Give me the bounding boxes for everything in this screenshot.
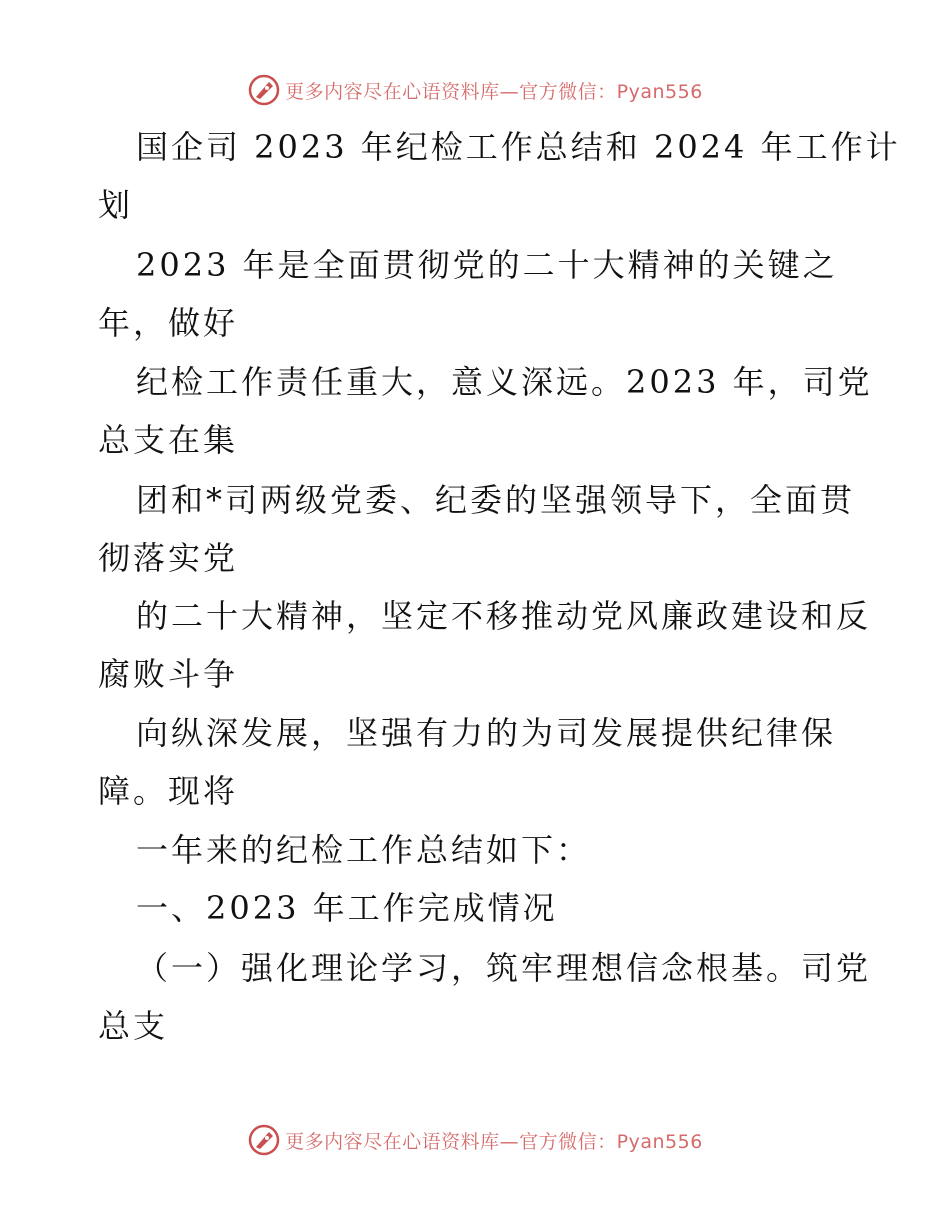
watermark-text: 更多内容尽在心语资料库—官方微信：Pyan556 <box>285 80 703 103</box>
text-line: 总支在集 <box>98 421 239 459</box>
text-line: （一）强化理论学习，筑牢理想信念根基。司党 <box>136 949 872 987</box>
text-line: 一年来的纪检工作总结如下： <box>136 831 592 869</box>
section-heading: 一、2023 年工作完成情况 <box>136 889 558 927</box>
text-line: 障。现将 <box>98 772 239 810</box>
text-line: 腐败斗争 <box>98 655 239 693</box>
text-line: 团和*司两级党委、纪委的坚强领导下，全面贯 <box>136 481 856 519</box>
footer-watermark <box>0 1122 950 1158</box>
text-line: 的二十大精神，坚定不移推动党风廉政建设和反 <box>136 597 872 635</box>
text-line: 年，做好 <box>98 304 239 342</box>
pen-nib-circle-icon <box>247 1123 281 1157</box>
header-watermark <box>0 72 950 108</box>
text-line: 彻落实党 <box>98 539 239 577</box>
text-line: 国企司 2023 年纪检工作总结和 2024 年工作计 <box>136 128 901 166</box>
text-line: 划 <box>98 186 134 224</box>
text-line: 2023 年是全面贯彻党的二十大精神的关键之 <box>136 246 838 284</box>
pen-nib-circle-icon <box>247 73 281 107</box>
text-line: 纪检工作责任重大，意义深远。2023 年，司党 <box>136 363 873 401</box>
text-line: 总支 <box>98 1007 169 1045</box>
text-line: 向纵深发展，坚强有力的为司发展提供纪律保 <box>136 714 837 752</box>
watermark-text: 更多内容尽在心语资料库—官方微信：Pyan556 <box>285 1130 703 1153</box>
